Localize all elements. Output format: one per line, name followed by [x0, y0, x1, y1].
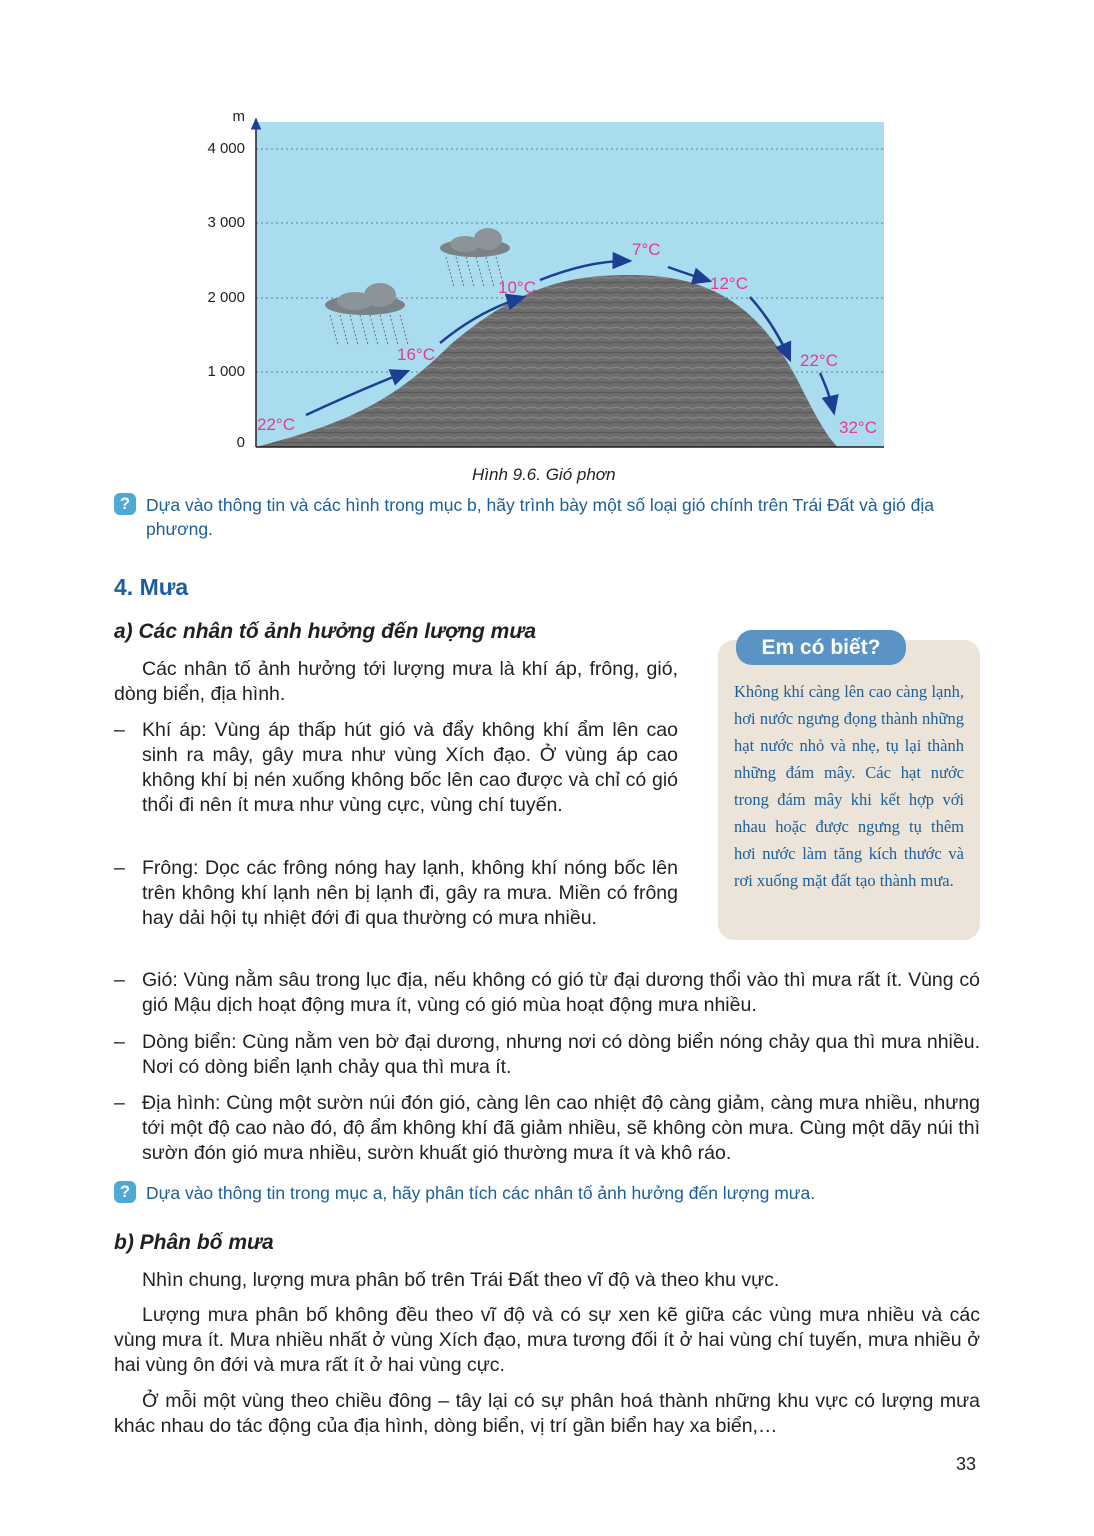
- section-title: 4. Mưa: [114, 574, 189, 600]
- question-icon: ?: [114, 493, 136, 515]
- y-tick-2000: 2 000: [207, 289, 245, 306]
- info-box-title: Em có biết?: [736, 630, 906, 665]
- temp-label: 7°C: [632, 240, 661, 259]
- question-icon: ?: [114, 1181, 136, 1203]
- bullet-text: Địa hình: Cùng một sườn núi đón gió, càng lên cao nhiệt độ càng giảm, càng mưa nhiều, nhưng tới một độ cao nào đó, độ ẩm không khí đã giảm nhiều, sẽ không còn mưa. Cùng một dãy núi thì sườn đón gió mưa nhiều, sườn khuất gió thường mưa ít và khô ráo.: [142, 1092, 980, 1164]
- paragraph: Lượng mưa phân bố không đều theo vĩ độ và có sự xen kẽ giữa các vùng mưa nhiều và các vùng mưa ít. Mưa nhiều nhất ở vùng Xích đạo, mưa tương đối ít ở hai vùng chí tuyến, mưa nhiều ở hai vùng ôn đới và mưa rất ít ở hai vùng cực.: [114, 1304, 980, 1376]
- intro-paragraph: Các nhân tố ảnh hưởng tới lượng mưa là khí áp, frông, gió, dòng biển, địa hình.: [114, 658, 678, 705]
- paragraph: Nhìn chung, lượng mưa phân bố trên Trái Đất theo vĩ độ và theo khu vực.: [142, 1269, 780, 1291]
- y-tick-4000: 4 000: [207, 140, 245, 157]
- bullet-item: – Địa hình: Cùng một sườn núi đón gió, càng lên cao nhiệt độ càng giảm, càng mưa nhiều, nhưng tới một độ cao nào đó, độ ẩm không khí đã giảm nhiều, sẽ không còn mưa. Cùng một dãy núi thì sườn đón gió mưa nhiều, sườn khuất gió thường mưa ít và khô ráo.: [114, 1092, 980, 1164]
- y-tick-1000: 1 000: [207, 363, 245, 380]
- bullet-text: Khí áp: Vùng áp thấp hút gió và đẩy không khí ẩm lên cao sinh ra mây, gây mưa như vùng Xích đạo. Ở vùng áp cao không khí bị nén xuống không bốc lên cao được và chỉ có gió thổi đi nên ít mưa như vùng cực, vùng chí tuyến.: [142, 719, 678, 816]
- temp-label: 32°C: [839, 418, 877, 437]
- page-number: 33: [956, 1454, 977, 1474]
- foehn-figure: [190, 105, 890, 465]
- temp-label: 12°C: [710, 274, 748, 293]
- temp-label: 22°C: [800, 351, 838, 370]
- temp-label: 16°C: [397, 345, 435, 364]
- bullet-text: Gió: Vùng nằm sâu trong lục địa, nếu không có gió từ đại dương thổi vào thì mưa rất ít. Vùng có gió Mậu dịch hoạt động mưa ít, vùng có gió mùa hoạt động mưa nhiều.: [142, 969, 980, 1016]
- subheading-b: b) Phân bố mưa: [114, 1231, 274, 1254]
- paragraph: Ở mỗi một vùng theo chiều đông – tây lại có sự phân hoá thành những khu vực có lượng mưa khác nhau do tác động của địa hình, dòng biển, vị trí gần biển hay xa biển,…: [114, 1390, 980, 1437]
- subheading-a: a) Các nhân tố ảnh hưởng đến lượng mưa: [114, 620, 537, 643]
- y-axis-unit: m: [232, 108, 245, 125]
- foehn-diagram: [190, 105, 890, 465]
- temp-label: 22°C: [257, 415, 295, 434]
- bullet-item: – Dòng biển: Cùng nằm ven bờ đại dương, nhưng nơi có dòng biển nóng chảy qua thì mưa nhiều. Nơi có dòng biển lạnh chảy qua thì mưa ít.: [114, 1031, 980, 1078]
- bullet-item: – Gió: Vùng nằm sâu trong lục địa, nếu không có gió từ đại dương thổi vào thì mưa rất ít. Vùng có gió Mậu dịch hoạt động mưa ít, vùng có gió mùa hoạt động mưa nhiều.: [114, 969, 980, 1016]
- question-text: Dựa vào thông tin trong mục a, hãy phân tích các nhân tố ảnh hưởng đến lượng mưa.: [146, 1183, 816, 1203]
- bullet-text: Dòng biển: Cùng nằm ven bờ đại dương, nhưng nơi có dòng biển nóng chảy qua thì mưa nhiều. Nơi có dòng biển lạnh chảy qua thì mưa ít.: [142, 1031, 980, 1078]
- bullet-text: Frông: Dọc các frông nóng hay lạnh, không khí nóng bốc lên trên không khí lạnh nên bị lạnh đi, gây ra mưa. Miền có frông hay dải hội tụ nhiệt đới đi qua thường có mưa nhiều.: [142, 857, 678, 929]
- temp-label: 10°C: [498, 278, 536, 297]
- y-tick-0: 0: [236, 434, 245, 451]
- bullet-item: – Khí áp: Vùng áp thấp hút gió và đẩy không khí ẩm lên cao sinh ra mây, gây mưa như vùng Xích đạo. Ở vùng áp cao không khí bị nén xuống không bốc lên cao được và chỉ có gió thổi đi nên ít mưa như vùng cực, vùng chí tuyến.: [114, 719, 678, 816]
- info-box-text: Không khí càng lên cao càng lạnh, hơi nước ngưng đọng thành những hạt nước nhỏ và nhẹ, tụ lại thành những đám mây. Các hạt nước trong đám mây khi kết hợp với nhau hoặc được ngưng tụ thêm hơi nước làm tăng kích thước và rơi xuống mặt đất tạo thành mưa.: [734, 682, 964, 890]
- figure-caption: Hình 9.6. Gió phơn: [472, 465, 616, 484]
- bullet-item: – Frông: Dọc các frông nóng hay lạnh, không khí nóng bốc lên trên không khí lạnh nên bị lạnh đi, gây ra mưa. Miền có frông hay dải hội tụ nhiệt đới đi qua thường có mưa nhiều.: [114, 857, 678, 929]
- question-text: Dựa vào thông tin và các hình trong mục b, hãy trình bày một số loại gió chính trên Trái Đất và gió địa phương.: [146, 495, 934, 539]
- y-tick-3000: 3 000: [207, 214, 245, 231]
